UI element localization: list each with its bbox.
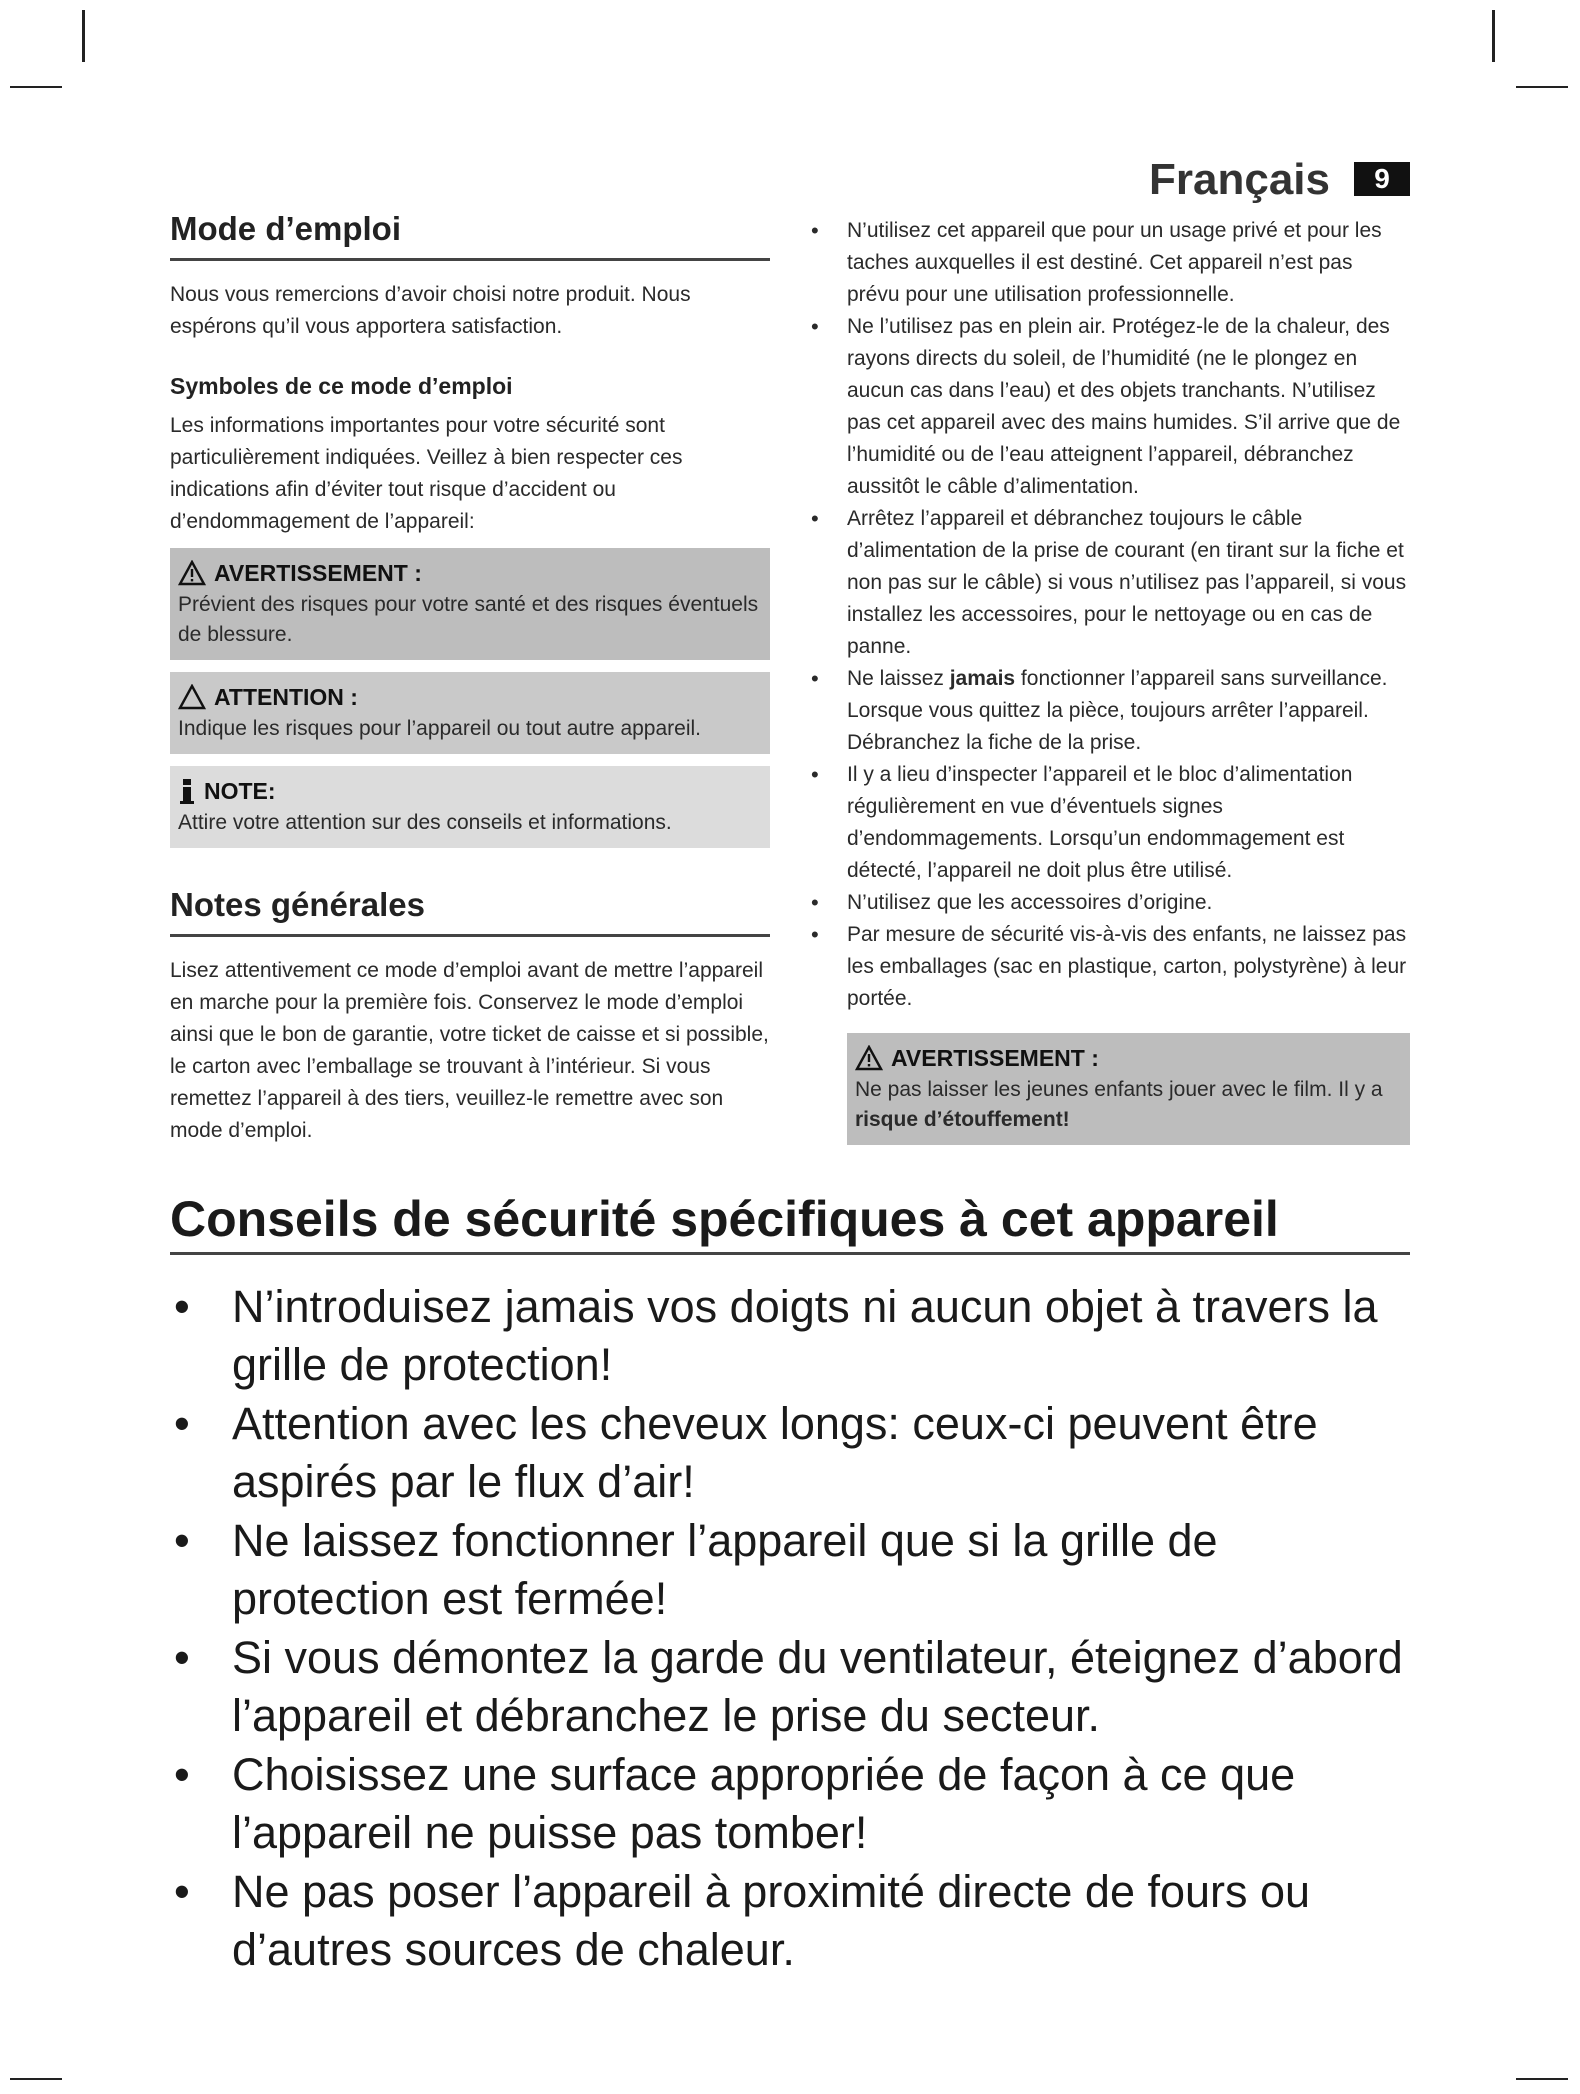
jamais-before: Ne laissez <box>847 667 950 690</box>
attention-title: ATTENTION : <box>214 684 358 710</box>
symbols-heading: Symboles de ce mode d’emploi <box>170 373 513 399</box>
warning-triangle-icon <box>855 1045 883 1071</box>
note-text: Attire votre attention sur des conseils et informations. <box>178 811 672 834</box>
warning-triangle-icon <box>178 560 206 586</box>
jamais-after: fonctionner l’appareil sans surveillance. Lorsque vous quittez la pièce, toujours arrêter l’appareil. Débranchez la fiche de la prise. <box>847 667 1388 754</box>
list-item: • N’introduisez jamais vos doigts ni aucun objet à travers la grille de protection! <box>170 1278 1410 1394</box>
notes-generales-title: Notes générales <box>170 886 770 937</box>
list-item: • Attention avec les cheveux longs: ceux-ci peuvent être aspirés par le flux d’air! <box>170 1395 1410 1511</box>
note-title: NOTE: <box>204 778 276 804</box>
children-warning-bold: risque d’étouffement! <box>855 1108 1070 1131</box>
crop-mark <box>10 86 62 88</box>
mode-emploi-title: Mode d’emploi <box>170 210 770 261</box>
children-warning-title: AVERTISSEMENT : <box>891 1045 1099 1071</box>
list-item: • Ne pas poser l’appareil à proximité directe de fours ou d’autres sources de chaleur. <box>170 1863 1410 1979</box>
safety-bullet-list <box>805 215 1410 1015</box>
conseils-title: Conseils de sécurité spécifiques à cet appareil <box>170 1190 1410 1255</box>
children-warning-box <box>847 1033 1410 1145</box>
warning-text: Prévient des risques pour votre santé et des risques éventuels de blessure. <box>178 593 759 646</box>
crop-mark <box>82 10 85 62</box>
list-item: • N’utilisez que les accessoires d’origine. <box>805 887 1410 919</box>
warning-box <box>170 548 770 660</box>
list-item: • Ne l’utilisez pas en plein air. Protégez-le de la chaleur, des rayons directs du soleil, de l’humidité (ne le plongez en aucun cas dans l’eau) et des objets tranchants. N’utilisez pas cet appareil avec des mains humides. S’il arrive que de l’humidité ou de l’eau atteignent l’appareil, débranchez aussitôt le câble d’alimentation. <box>805 311 1410 503</box>
crop-mark <box>10 2078 62 2080</box>
list-item <box>805 663 1410 759</box>
list-item: • Il y a lieu d’inspecter l’appareil et le bloc d’alimentation régulièrement en vue d’éventuels signes d’endommagements. Lorsqu’un endommagement est détecté, l’appareil ne doit plus être utilisé. <box>805 759 1410 887</box>
attention-text: Indique les risques pour l’appareil ou tout autre appareil. <box>178 717 702 740</box>
list-item: • Arrêtez l’appareil et débranchez toujours le câble d’alimentation de la prise de courant (en tirant sur la fiche et non pas sur le câble) si vous n’utilisez pas l’appareil, si vous installez les accessoires, pour le nettoyage ou en cas de panne. <box>805 503 1410 663</box>
crop-mark <box>1516 86 1568 88</box>
left-column <box>170 210 770 1167</box>
crop-mark <box>1516 2078 1568 2080</box>
list-item: • Si vous démontez la garde du ventilateur, éteignez d’abord l’appareil et débranchez le prise du secteur. <box>170 1629 1410 1745</box>
jamais-bold: jamais <box>949 667 1016 690</box>
right-column <box>805 215 1410 1157</box>
notes-generales-paragraph: Lisez attentivement ce mode d’emploi avant de mettre l’appareil en marche pour la première fois. Conservez le mode d’emploi ainsi que le bon de garantie, votre ticket de caisse et si possible, le carton avec l’emballage se trouvant à l’intérieur. Si vous remettez l’appareil à des tiers, veuillez-le remettre avec son mode d’emploi. <box>170 959 769 1142</box>
list-item: • Ne laissez fonctionner l’appareil que si la grille de protection est fermée! <box>170 1512 1410 1628</box>
info-icon <box>178 777 196 805</box>
list-item: • Par mesure de sécurité vis-à-vis des enfants, ne laissez pas les emballages (sac en plastique, carton, polystyrène) à leur portée. <box>805 919 1410 1015</box>
children-warning-body <box>855 1075 1402 1135</box>
symbols-paragraph: Les informations importantes pour votre sécurité sont particulièrement indiquées. Veillez à bien respecter ces indications afin d’éviter tout risque d’accident ou d’endommagement de l’appareil: <box>170 414 683 533</box>
warning-title: AVERTISSEMENT : <box>214 560 422 586</box>
page-number: 9 <box>1354 162 1410 196</box>
list-item: • Choisissez une surface appropriée de façon à ce que l’appareil ne puisse pas tomber! <box>170 1746 1410 1862</box>
intro-paragraph: Nous vous remercions d’avoir choisi notre produit. Nous espérons qu’il vous apportera satisfaction. <box>170 283 691 338</box>
list-item: • N’utilisez cet appareil que pour un usage privé et pour les taches auxquelles il est destiné. Cet appareil n’est pas prévu pour une utilisation professionnelle. <box>805 215 1410 311</box>
attention-triangle-icon <box>178 684 206 710</box>
children-warning-text: Ne pas laisser les jeunes enfants jouer avec le film. Il y a <box>855 1078 1383 1101</box>
page-header <box>1149 150 1410 210</box>
crop-mark <box>1492 10 1495 62</box>
attention-box <box>170 672 770 754</box>
language-label: Français <box>1149 155 1330 204</box>
note-box <box>170 766 770 848</box>
conseils-list <box>170 1278 1410 1980</box>
